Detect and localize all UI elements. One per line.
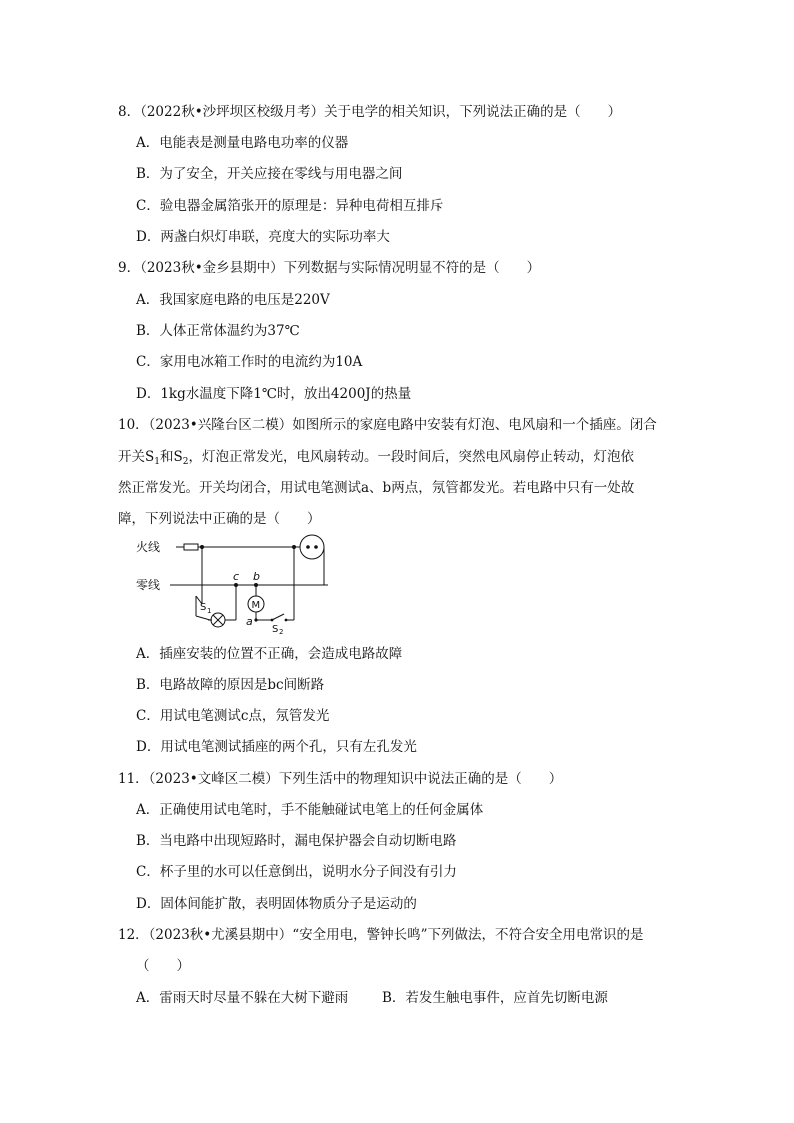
question-10-stem-line-2 [118,447,634,472]
question-9-option-b: B．人体正常体温约为37℃ [136,323,300,339]
point-c-label: c [233,570,240,583]
question-10-option-d: D．用试电笔测试插座的两个孔，只有左孔发光 [136,739,417,755]
question-10-stem-line-4: 障，下列说法中正确的是（ ） [118,511,321,527]
switch-s2-label: S [272,624,279,634]
point-b-label: b [253,570,260,583]
point-a-label: a [246,615,253,628]
neutral-wire-label: 零线 [136,578,161,592]
question-11-option-c: C．杯子里的水可以任意倒出，说明水分子间没有引力 [136,864,457,880]
question-12-stem-line-1: 12．（2023秋•尤溪县期中）“安全用电，警钟长鸣”下列做法，不符合安全用电常识的是 [118,927,644,943]
question-10-option-c: C．用试电笔测试c点，氖管发光 [136,708,330,724]
question-12-option-b: B．若发生触电事件，应首先切断电源 [382,990,608,1006]
question-9-option-c: C．家用电冰箱工作时的电流约为10A [136,354,363,370]
switch-s2-subscript: 2 [279,628,284,634]
circuit-diagram [136,534,336,634]
question-8-option-a: A．电能表是测量电路电功率的仪器 [136,135,349,151]
live-wire-label: 火线 [136,540,161,554]
question-10-option-b: B．电路故障的原因是bc间断路 [136,677,325,693]
fuse [184,544,198,550]
question-9-option-d: D．1kg水温度下降1℃时，放出4200J的热量 [136,386,412,402]
question-11-option-d: D．固体间能扩散，表明固体物质分子是运动的 [136,896,417,912]
question-8-stem: 8．（2022秋•沙坪坝区校级月考）关于电学的相关知识，下列说法正确的是（ ） [118,104,622,120]
question-9-stem: 9．（2023秋•金乡县期中）下列数据与实际情况明显不符的是（ ） [118,260,541,276]
question-9-option-a: A．我国家庭电路的电压是220V [136,292,330,308]
question-10-stem-line-3: 然正常发光。开关均闭合，用试电笔测试a、b两点，氖管都发光。若电路中只有一处故 [118,480,635,496]
question-8-option-b: B．为了安全，开关应接在零线与用电器之间 [136,166,403,182]
stem-text: ，灯泡正常发光，电风扇转动。一段时间后，突然电风扇停止转动，灯泡依 [188,449,634,465]
subscript: 2 [182,457,189,467]
question-10-stem-line-1: 10．（2023•兴隆台区二模）如图所示的家庭电路中安装有灯泡、电风扇和一个插座。闭合 [118,417,657,433]
stem-text: 开关S [118,449,155,465]
switch-s1-label: S [200,602,207,613]
switch-s2 [272,614,284,620]
stem-text: 和S [159,449,183,465]
switch-s1-subscript: 1 [207,607,212,615]
switch-s1 [196,616,210,620]
motor-label: M [251,600,261,611]
question-8-option-d: D．两盏白炽灯串联，亮度大的实际功率大 [136,229,390,245]
question-11-option-b: B．当电路中出现短路时，漏电保护器会自动切断电路 [136,833,457,849]
question-8-option-c: C．验电器金属箔张开的原理是：异种电荷相互排斥 [136,198,444,214]
question-10-option-a: A．插座安装的位置不正确，会造成电路故障 [136,646,403,662]
subscript: 1 [154,457,160,467]
question-12-stem-line-2: （ ） [136,958,190,974]
socket-icon [300,535,324,559]
question-11-stem: 11．（2023•文峰区二模）下列生活中的物理知识中说法正确的是（ ） [118,771,563,787]
question-12-option-a: A．雷雨天时尽量不躲在大树下避雨 [136,990,349,1006]
question-11-option-a: A．正确使用试电笔时，手不能触碰试电笔上的任何金属体 [136,802,484,818]
